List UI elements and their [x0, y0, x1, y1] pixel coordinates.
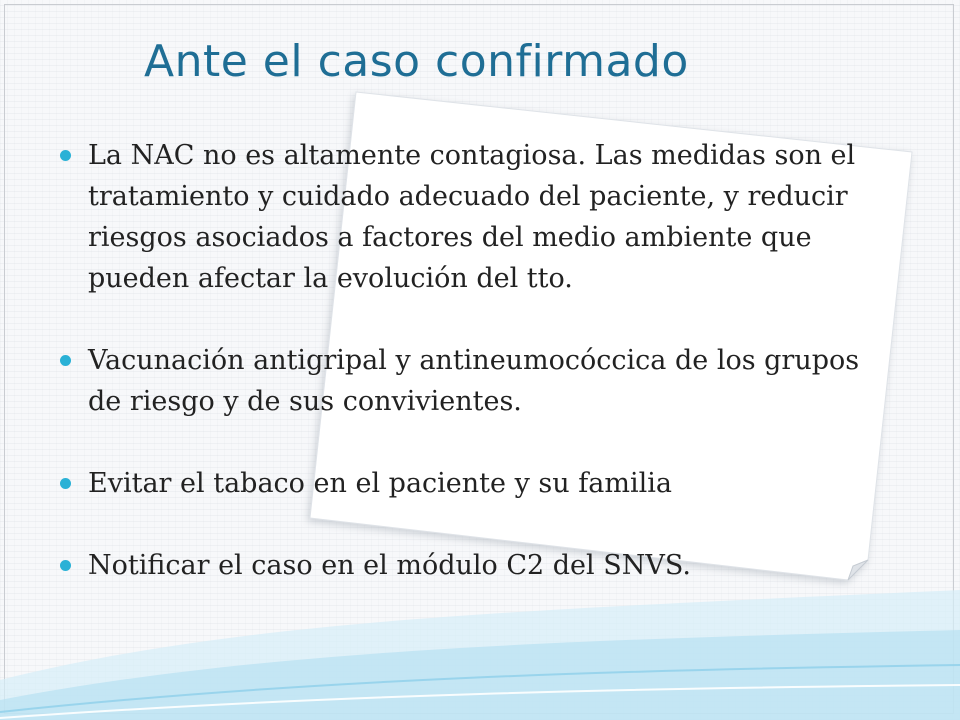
bullet-dot-icon	[60, 355, 71, 366]
bullet-item	[56, 463, 896, 504]
slide-title: Ante el caso confirmado	[144, 36, 689, 87]
bullet-dot-icon	[60, 560, 71, 571]
bullet-item	[56, 545, 896, 586]
bullet-item	[56, 340, 896, 422]
bullet-dot-icon	[60, 150, 71, 161]
bullet-text: Vacunación antigripal y antineumocóccica de los grupos de riesgo y de sus convivientes.	[88, 345, 860, 417]
bullet-text: Evitar el tabaco en el paciente y su familia	[88, 468, 672, 499]
bullet-item	[56, 135, 896, 299]
bullet-dot-icon	[60, 478, 71, 489]
bullet-list	[56, 135, 896, 586]
bullet-text: Notificar el caso en el módulo C2 del SNVS.	[88, 550, 691, 581]
bullet-text: La NAC no es altamente contagiosa. Las medidas son el tratamiento y cuidado adecuado del paciente, y reducir riesgos asociados a factores del medio ambiente que pueden afectar la evolución del tto.	[88, 140, 856, 294]
